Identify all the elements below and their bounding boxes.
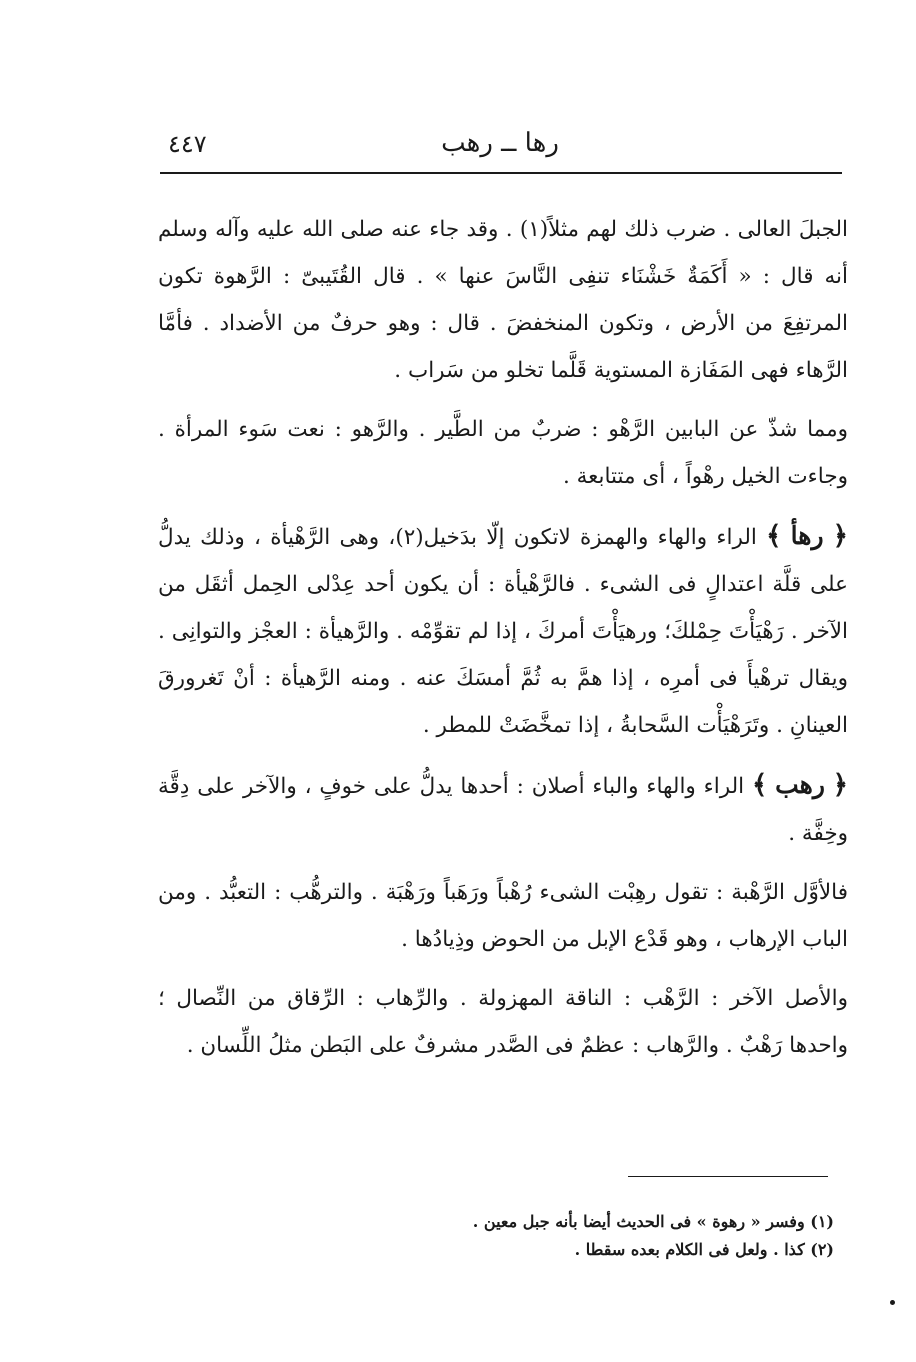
- paragraph-3: فالأوَّل الرَّهْبة : تقول رهِبْت الشىء رُهْباً ورَهَباً ورَهْبَة . والترهُّب : التعبُّد . ومن الباب الإرهاب ، وهو قَدْع الإبل من الحوض وذِيادُها .: [158, 880, 848, 952]
- page-mark: [890, 1300, 895, 1305]
- entry-raha: [158, 512, 848, 749]
- entry-text: الراء والهاء والباء أصلان : أحدها يدلُّ على خوفٍ ، والآخر على دِقَّة وخِفَّة .: [158, 774, 848, 846]
- main-text: [158, 206, 848, 1081]
- entry-close-bracket: ﴾: [752, 770, 768, 800]
- paragraph-1: الجبلَ العالى . ضرب ذلك لهم مثلاً(١) . وقد جاء عنه صلى الله عليه وآله وسلم أنه قال : « أَكَمَةٌ خَشْنَاء تنفِى النَّاسَ عنها » . قال القُتَيبىّ : الرَّهوة تكون المرتفِعَ من الأرض ، وتكون المنخفضَ . قال : وهو حرفٌ من الأضداد . فأمَّا الرَّهاء فهى المَفَازة المستوية قَلَّما تخلو من سَراب .: [158, 217, 848, 383]
- paragraph-2: ومما شذّ عن البابين الرَّهْو : ضربٌ من الطَّير . والرَّهو : نعت سَوء المرأة . وجاءت الخيل رهْواً ، أى متتابعة .: [158, 417, 848, 489]
- footnote-rule: [628, 1176, 828, 1177]
- page-number: ٤٤٧: [168, 130, 207, 158]
- entry-open-bracket: ﴿: [832, 521, 849, 551]
- footnote-1: (١) وفسر « رهوة » فى الحديث أيضا بأنه جبل معين .: [472, 1212, 834, 1231]
- header-rule: [160, 172, 842, 174]
- page-header: [160, 128, 840, 168]
- entry-rahab: [158, 761, 848, 857]
- entry-headword: رهب: [775, 770, 825, 799]
- entry-close-bracket: ﴾: [766, 521, 782, 551]
- footnotes: [274, 1208, 834, 1264]
- paragraph-4: والأصل الآخر : الرَّهْب : الناقة المهزولة . والرِّهاب : الرِّقاق من النِّصال ؛ واحدها رَهْبٌ . والرَّهاب : عظمٌ فى الصَّدر مشرفٌ على البَطن مثلُ اللِّسان .: [158, 986, 848, 1058]
- footnote-2: (٢) كذا . ولعل فى الكلام بعده سقطا .: [574, 1240, 834, 1259]
- entry-headword: رهأ: [790, 521, 824, 550]
- entry-open-bracket: ﴿: [832, 770, 848, 800]
- entry-text: الراء والهاء والهمزة لاتكون إلّا بدَخيل(٢)، وهى الرَّهْيأة ، وذلك يدلُّ على قلَّة اعتدالٍ فى الشىء . فالرَّهْيأة : أن يكون أحد عِدْلى الحِمل أثقَل من الآخر . رَهْيَأْتَ حِمْلكَ؛ ورهيَأْتَ أمركَ ، إذا لم تقوِّمْه . والرَّهيأة : العجْز والتوانِى . ويقال ترهْيأَ فى أمرِه ، إذا همَّ به ثُمَّ أمسَكَ عنه . ومنه الرَّهيأة : أنْ تَغرورقَ العينانِ . وتَرَهْيَأْت السَّحابةُ ، إذا تمخَّضَتْ للمطر .: [158, 525, 848, 738]
- running-title: رها ــ رهب: [441, 128, 559, 158]
